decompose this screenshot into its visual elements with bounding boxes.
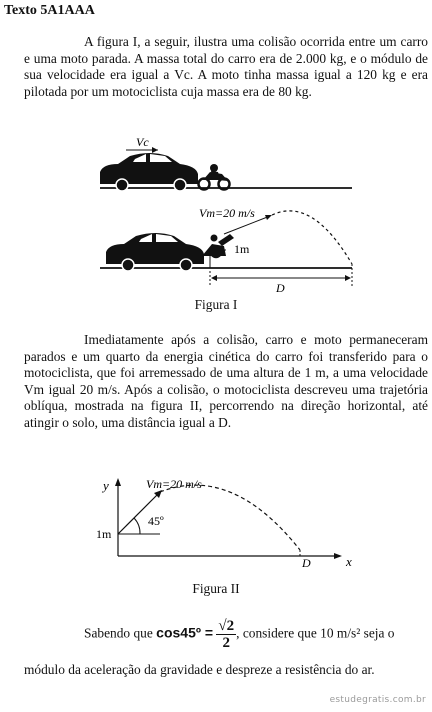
label-vc: Vc <box>136 135 149 149</box>
label-vm: Vm=20 m/s <box>199 206 255 220</box>
trajectory-dashed-2 <box>160 485 300 550</box>
figure-1-caption: Figura I <box>194 297 238 312</box>
paragraph-1: A figura I, a seguir, ilustra uma colisão ocorrida entre um carro e uma moto parada. A massa total do carro era de 2.000 kg, e o módulo de sua velocidade era igual a Vc. A moto tinha massa igual a 120 kg e era pilotada por um motociclista cuja massa era de 80 kg. <box>24 34 428 99</box>
trajectory-dashed <box>272 211 352 264</box>
text-title: Texto 5A1AAA <box>4 3 95 18</box>
label-distance: D <box>276 281 285 294</box>
fraction-denominator: 2 <box>222 635 231 651</box>
figure-2-caption: Figura II <box>192 581 240 596</box>
fraction <box>216 618 236 651</box>
fraction-numerator: √2 <box>218 618 235 634</box>
car-icon-top <box>100 153 198 191</box>
label-angle: 45º <box>148 514 164 528</box>
label-axis-y: y <box>103 478 109 493</box>
cos45-formula: cos45º = <box>156 624 214 641</box>
paragraph-2: Imediatamente após a colisão, carro e moto permaneceram parados e um quarto da energia cinética do carro foi transferido para o motociclista, que foi arremessado de uma altura de 1 m, a uma velocidade Vm igual 20 m/s. Após a colisão, o motociclista descreveu uma trajetória oblíqua, mostrada na figura II, percorrendo na direção horizontal, até atingir o solo, uma distância igual a D. <box>24 332 428 430</box>
angle-arc <box>134 518 140 534</box>
label-axis-x: x <box>346 554 352 569</box>
motorcycle-icon-bottom <box>202 234 234 257</box>
paragraph-4: módulo da aceleração da gravidade e despreze a resistência do ar. <box>24 662 375 677</box>
motorcycle-icon-top <box>199 164 230 190</box>
paragraph-3 <box>24 618 428 651</box>
figure-1-collision-diagram <box>0 134 432 294</box>
paragraph-3-after: , considere que 10 m/s² seja o <box>236 625 395 641</box>
label-distance-2: D <box>302 556 311 570</box>
label-vm-2: Vm=20 m/s <box>146 477 202 491</box>
car-icon-bottom <box>106 233 204 271</box>
figure-2-trajectory-diagram <box>0 470 432 576</box>
label-height-2: 1m <box>96 527 112 541</box>
watermark: estudegratis.com.br <box>329 695 426 705</box>
label-height: 1m <box>234 242 250 256</box>
paragraph-3-before: Sabendo que <box>84 625 153 641</box>
